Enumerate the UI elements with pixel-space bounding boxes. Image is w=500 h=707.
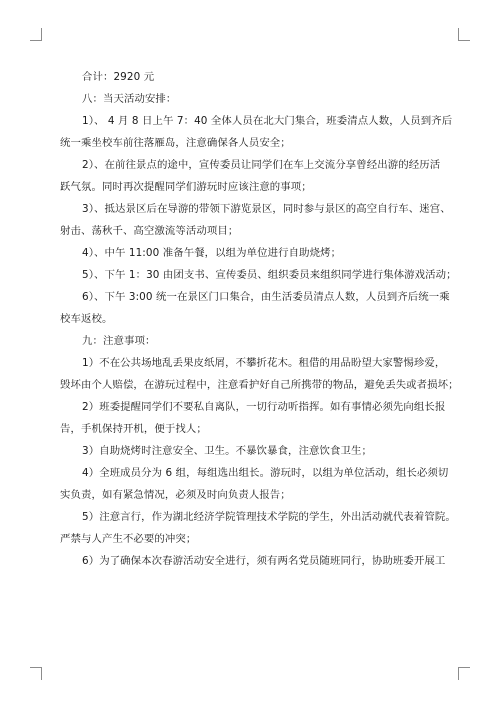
text-line: 6）、下午 3:00 统一在景区门口集合，由生活委员清点人数，人员到齐后统一乘 [82, 291, 450, 303]
schedule-item-3 [60, 198, 451, 220]
crop-mark-top-left [41, 28, 42, 41]
text-line: 射击、荡秋千、高空激流等活动项目； [60, 225, 239, 237]
section-heading-notes [60, 330, 444, 352]
text-line: 严禁与人产生不必要的冲突； [60, 533, 197, 545]
total-cost-line [60, 66, 444, 88]
schedule-item-4 [60, 242, 444, 264]
crop-mark-top-right [458, 40, 470, 41]
crop-mark-bottom-left [41, 667, 42, 680]
note-item-4 [60, 462, 449, 484]
note-item-5 [60, 506, 456, 528]
text-line: 5）、下午 1：30 由团支书、宣传委员、组织委员来组织同学进行集体游戏活动； [82, 269, 457, 281]
text-line: 跃气氛。同时再次提醒同学们游玩时应该注意的事项； [60, 181, 312, 193]
crop-mark-bottom-right [458, 667, 459, 680]
text-line: 告，手机保持开机，便于找人； [60, 423, 207, 435]
text-line: 5）注意言行，作为湖北经济学院管理技术学院的学生，外出活动就代表着管院。 [82, 511, 456, 523]
text-line: 1）不在公共场地乱丢果皮纸屑，不攀折花木。租借的用品盼望大家警惕珍爱， [82, 357, 446, 369]
note-item-1 [60, 352, 444, 374]
text-line: 八：当天活动安排： [82, 93, 177, 105]
note-item-2 [60, 396, 444, 418]
text-line: 统一乘坐校车前往落雁岛，注意确保各人员安全； [60, 137, 291, 149]
crop-mark-top-right [458, 28, 459, 41]
note-item-2-cont [60, 418, 444, 440]
schedule-item-6-cont [60, 308, 444, 330]
text-line: 合计：2920 元 [82, 71, 155, 83]
note-item-1-cont [60, 374, 459, 396]
text-line: 6）为了确保本次春游活动安全进行，须有两名党员随班同行，协助班委开展工 [82, 555, 446, 567]
note-item-6 [60, 550, 444, 572]
note-item-4-cont [60, 484, 444, 506]
schedule-item-3-cont [60, 220, 444, 242]
text-line: 3）自助烧烤时注意安全、卫生。不暴饮暴食，注意饮食卫生； [82, 445, 372, 457]
text-line: 4）全班成员分为 6 组，每组选出组长。游玩时，以组为单位活动，组长必须切 [82, 467, 449, 479]
text-line: 实负责，如有紧急情况，必须及时向负责人报告； [60, 489, 291, 501]
schedule-item-2 [60, 154, 444, 176]
text-line: 2）班委提醒同学们不要私自离队，一切行动听指挥。如有事情必须先向组长报 [82, 401, 446, 413]
text-line: 毁坏由个人赔偿，在游玩过程中，注意看护好自己所携带的物品，避免丢失或者损坏； [60, 379, 459, 391]
text-line: 3）、抵达景区后在导游的带领下游览景区，同时参与景区的高空自行车、迷宫、 [82, 203, 451, 215]
text-line: 校车返校。 [60, 313, 113, 325]
schedule-item-5 [60, 264, 457, 286]
document-body [60, 66, 459, 572]
note-item-5-cont [60, 528, 444, 550]
schedule-item-1 [60, 110, 453, 132]
text-line: 2）、在前往景点的途中，宣传委员让同学们在车上交流分享曾经出游的经历活 [82, 159, 441, 171]
text-line: 4）、中午 11:00 准备午餐，以组为单位进行自助烧烤； [82, 247, 342, 259]
schedule-item-6 [60, 286, 450, 308]
schedule-item-1-cont [60, 132, 444, 154]
crop-mark-bottom-right [458, 667, 470, 668]
note-item-3 [60, 440, 444, 462]
section-heading-schedule [60, 88, 444, 110]
text-line: 1）、 4 月 8 日上午 7：40 全体人员在北大门集合，班委清点人数，人员到齐后 [82, 115, 453, 127]
schedule-item-2-cont [60, 176, 444, 198]
text-line: 九：注意事项： [82, 335, 156, 347]
